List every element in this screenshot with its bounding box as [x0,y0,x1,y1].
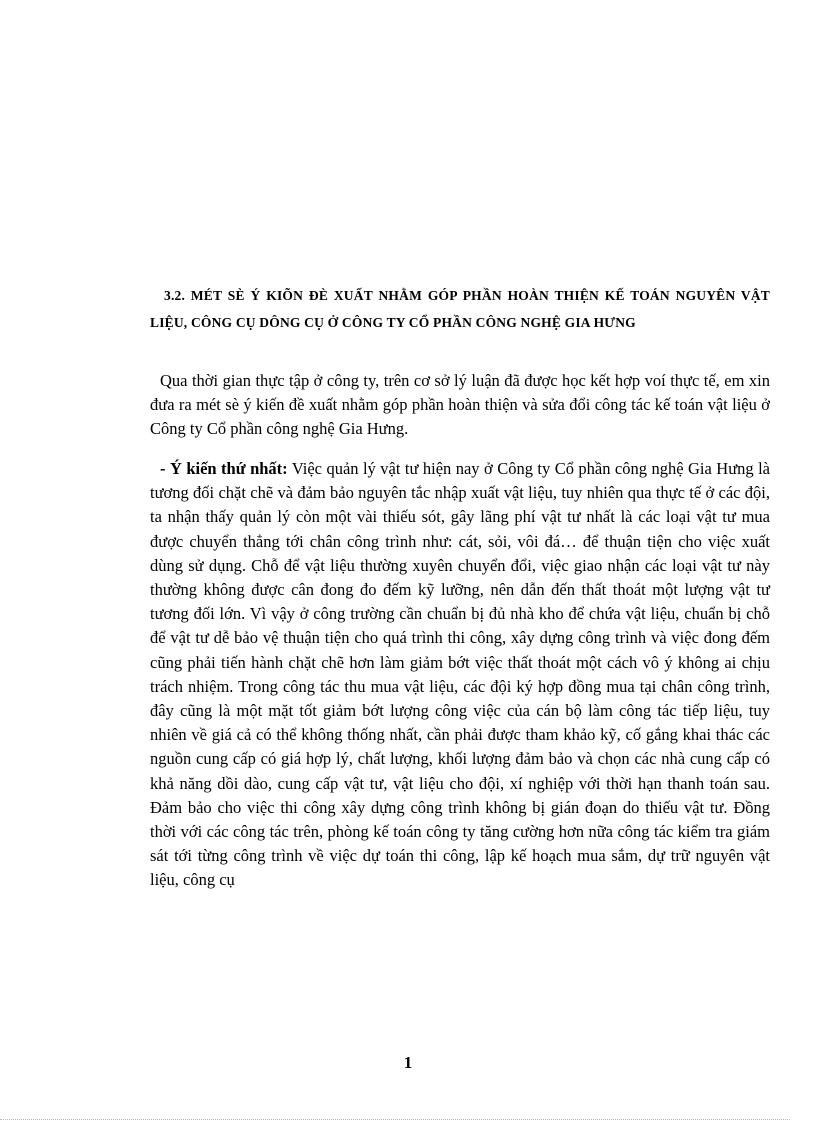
page-number: 1 [403,1053,413,1072]
first-opinion-lead: - Ý kiến thứ nhất: [160,459,288,478]
first-opinion-paragraph [150,457,770,893]
intro-text: Qua thời gian thực tập ở công ty, trên cơ sở lý luận đã được học kết hợp voí thực tế, em xin đưa ra mét sè ý kiến đề xuất nhằm góp phần hoàn thiện và sửa đổi công tác kế toán vật liệu ở Công ty Cổ phần công nghệ Gia Hưng. [150,371,770,439]
first-opinion-body: Việc quản lý vật tư hiện nay ở Công ty Cổ phần công nghệ Gia Hưng là tương đối chặt chẽ và đảm bảo nguyên tắc nhập xuất vật liệu, tuy nhiên qua thực tế ở các đội, ta nhận thấy quản lý còn một vài thiếu sót, gây lãng phí vật tư nhất là các loại vật tư mua được chuyển thẳng tới chân công trình như: cát, sỏi, vôi đá… để thuận tiện cho việc xuất dùng sử dụng. Chỗ để vật liệu thường xuyên chuyển đổi, việc giao nhận các loại vật tư này thường không được cân đong đo đếm kỹ lưỡng, nên dẫn đến thất thoát một lượng vật tư tương đối lớn. Vì vậy ở công trường cần chuẩn bị đủ nhà kho để chứa vật liệu, chuẩn bị chỗ để vật tư dễ bảo vệ thuận tiện cho quá trình thi công, xây dựng công trình và việc đong đếm cũng phải tiến hành chặt chẽ hơn làm giảm bớt việc thất thoát một cách vô ý không ai chịu trách nhiệm. Trong công tác thu mua vật liệu, các đội ký hợp đồng mua tại chân công trình, đây cũng là một mặt tốt giảm bớt lượng công việc của cán bộ làm công tác tiếp liệu, tuy nhiên về giá cả có thể không thống nhất, cần phải được tham khảo kỹ, cố gắng khai thác các nguồn cung cấp có giá hợp lý, chất lượng, khối lượng đảm bảo và chọn các nhà cung cấp có khả năng dồi dào, cung cấp vật tư, vật liệu cho đội, xí nghiệp với thời hạn thanh toán sau. Đảm bảo cho việc thi công xây dựng công trình không bị gián đoạn do thiếu vật tư. Đồng thời với các công tác trên, phòng kế toán công ty tăng cường hơn nữa công tác kiểm tra giám sát tới từng công trình về việc dự toán thi công, lập kế hoạch mua sắm, dự trữ nguyên vật liệu, công cụ [150,459,771,890]
intro-paragraph [150,369,770,442]
section-heading: 3.2. MÉT SÈ Ý KIÕN ĐÈ XUẤT NHẰM GÓP PHẦN HOÀN THIỆN KẾ TOÁN NGUYÊN VẬT LIỆU, CÔNG CỤ DÔNG CỤ Ở CÔNG TY CỔ PHẦN CÔNG NGHỆ GIA HƯNG [150,288,770,330]
page-bottom-divider [0,1119,790,1120]
